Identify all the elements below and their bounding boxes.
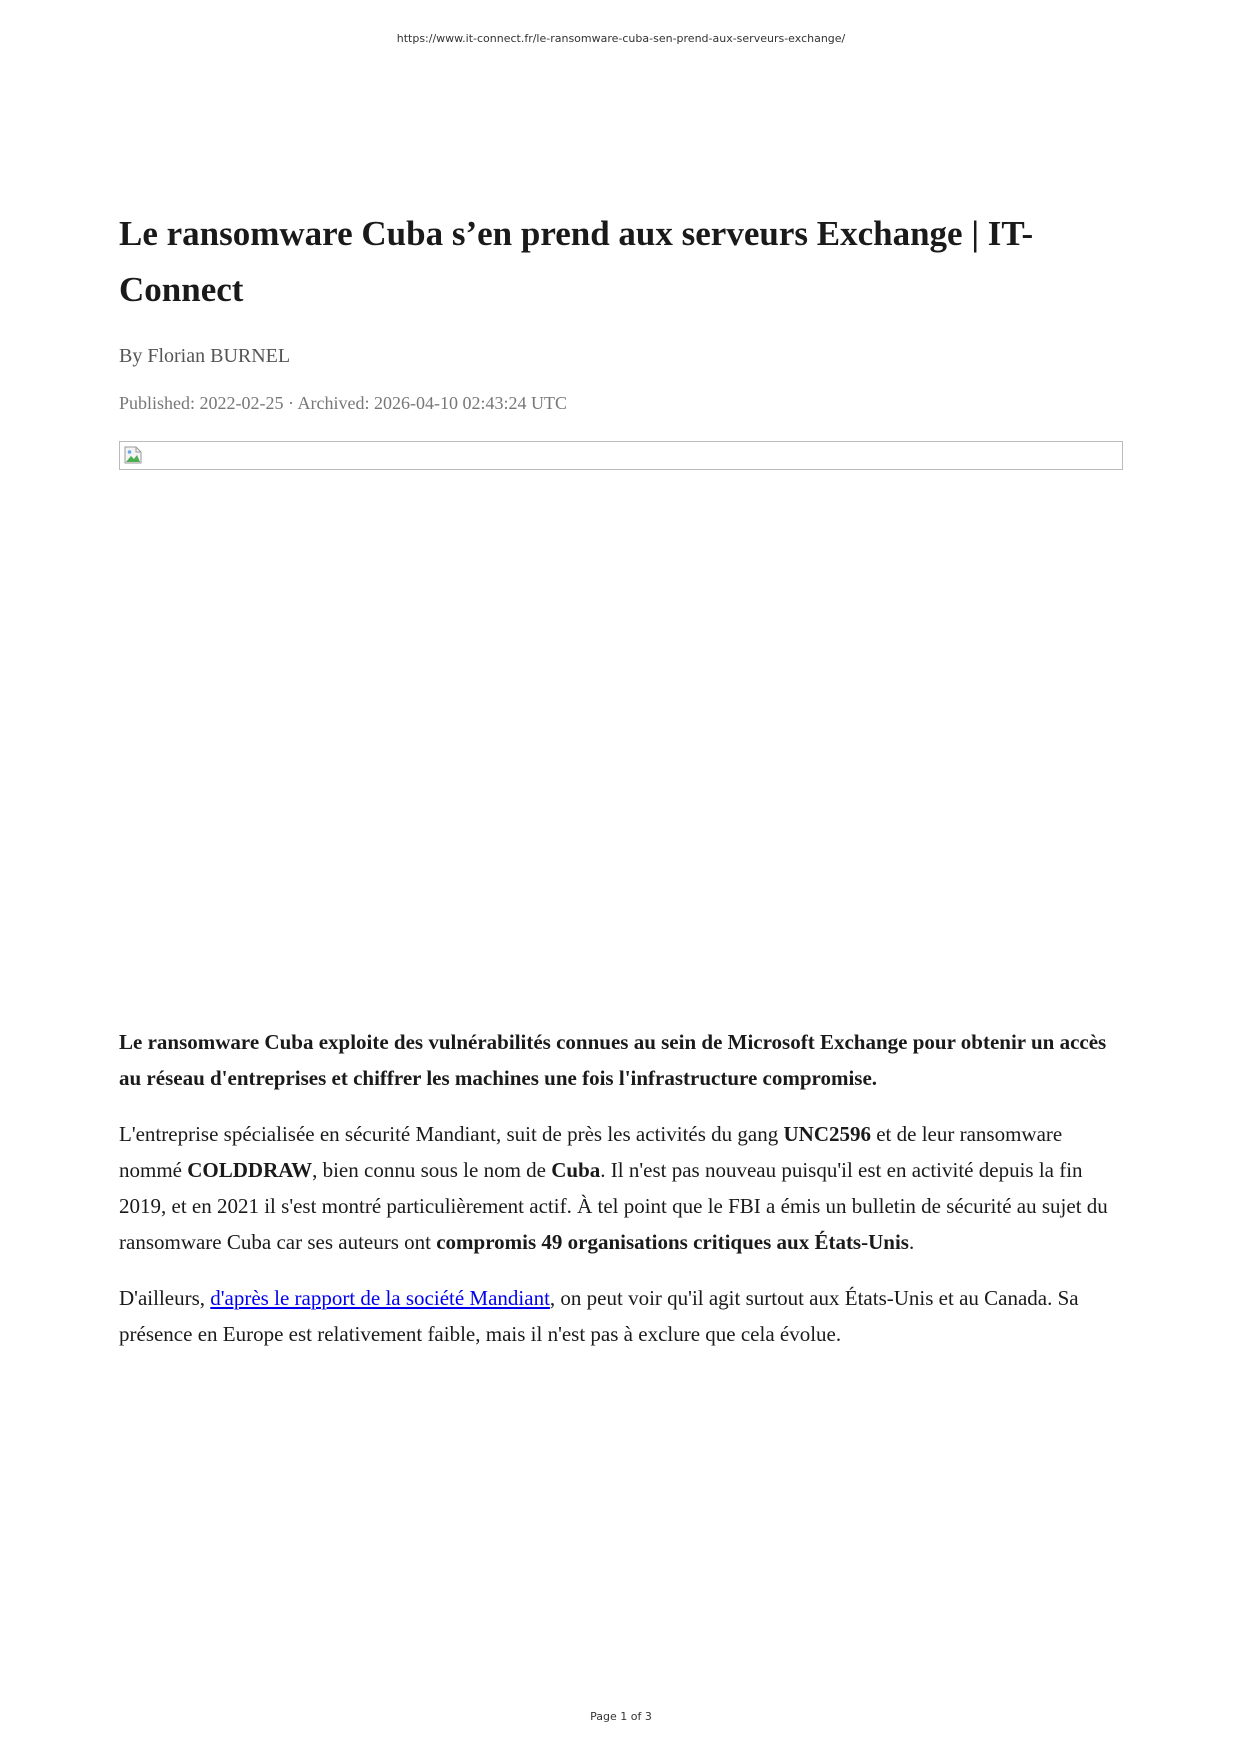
article-byline: By Florian BURNEL [119,345,291,367]
text-span: , bien connu sous le nom de [312,1158,552,1182]
bold-compromis: compromis 49 organisations critiques aux États-Unis [436,1230,909,1254]
text-span: D'ailleurs, [119,1286,211,1310]
article-header [119,206,1125,470]
text-span: . [908,1230,915,1254]
paragraph-rapport [119,1280,1125,1352]
article-dates: Published: 2022-02-25 · Archived: 2026-04-10 02:43:24 UTC [119,393,567,413]
bold-cuba: Cuba [551,1158,601,1182]
bold-unc2596: UNC2596 [783,1122,871,1146]
text-span: , on peut voir qu'il agit surtout aux États-Unis et au Canada. Sa présence en Europe est relativement faible, mais il n'est pas à exclure que cela évolue. [119,1286,1079,1346]
page-number: Page 1 of 3 [590,1710,652,1723]
text-span: . Il n'est pas nouveau puisqu'il est en activité depuis la fin 2019, et en 2021 il s'est montré particulièrement actif. À tel point que le FBI a émis un bulletin de sécurité au sujet du ransomware Cuba car ses auteurs ont [119,1158,1108,1254]
bold-colddraw: COLDDRAW [187,1158,313,1182]
article-body [119,1024,1125,1372]
article-image-placeholder [119,441,1123,470]
page-url-header: https://www.it-connect.fr/le-ransomware-cuba-sen-prend-aux-serveurs-exchange/ [396,32,846,45]
mandiant-report-link[interactable]: d'après le rapport de la société Mandiant [210,1286,550,1310]
paragraph-mandiant [119,1116,1125,1260]
text-span: L'entreprise spécialisée en sécurité Mandiant, suit de près les activités du gang [119,1122,784,1146]
article-title: Le ransomware Cuba s’en prend aux serveurs Exchange | IT-Connect [119,214,1034,309]
lead-paragraph: Le ransomware Cuba exploite des vulnérabilités connues au sein de Microsoft Exchange pour obtenir un accès au réseau d'entreprises et chiffrer les machines une fois l'infrastructure compromise. [119,1030,1107,1090]
broken-image-icon [123,445,143,465]
text-span: et de leur ransomware nommé [119,1122,1063,1182]
